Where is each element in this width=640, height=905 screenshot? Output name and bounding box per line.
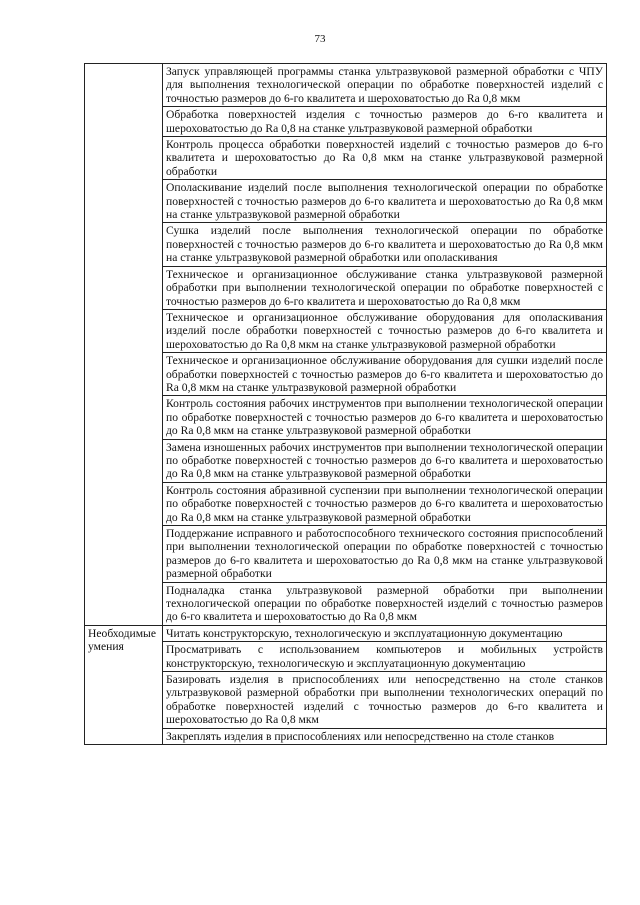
labor-action-cell: Ополаскивание изделий после выполнения технологической операции по обработке поверхностей с точностью размеров до 6-го квалитета и шероховатостью до Ra 0,8 мкм на станке ультразвуковой размерной обработки xyxy=(163,180,607,223)
skill-cell: Просматривать с использованием компьютеров и мобильных устройств конструкторскую, технологическую и эксплуатационную документацию xyxy=(163,642,607,672)
table-row xyxy=(85,107,607,137)
table-row xyxy=(85,526,607,583)
requirements-table xyxy=(84,63,607,745)
labor-actions-label-cell xyxy=(85,64,163,626)
table-row xyxy=(85,728,607,744)
labor-action-cell: Техническое и организационное обслуживание станка ультразвуковой размерной обработки при выполнении технологической операции по обработке поверхностей с точностью размеров до 6-го квалитета и шероховатостью до Ra 0,8 мкм xyxy=(163,266,607,309)
table-row xyxy=(85,180,607,223)
labor-action-cell: Запуск управляющей программы станка ультразвуковой размерной обработки с ЧПУ для выполнения технологической операции по обработке поверхностей изделий с точностью размеров до 6-го квалитета и шероховатостью до Ra 0,8 мкм xyxy=(163,64,607,107)
labor-action-cell: Подналадка станка ультразвуковой размерной обработки при выполнении технологической операции по обработке поверхностей изделий с точностью размеров до 6-го квалитета и шероховатостью до Ra 0,8 мкм xyxy=(163,582,607,625)
labor-action-cell: Контроль состояния рабочих инструментов при выполнении технологической операции по обработке поверхностей с точностью размеров до 6-го квалитета и шероховатостью до Ra 0,8 мкм на станке ультразвуковой размерной обработки xyxy=(163,396,607,439)
labor-action-cell: Обработка поверхностей изделия с точностью размеров до 6-го квалитета и шероховатостью до Ra 0,8 на станке ультразвуковой размерной обработки xyxy=(163,107,607,137)
table-row xyxy=(85,223,607,266)
table-row xyxy=(85,64,607,107)
skill-cell: Базировать изделия в приспособлениях или непосредственно на столе станков ультразвуковой размерной обработки при выполнении технологических операций по обработке поверхностей изделий с точностью размеров до 6-го квалитета и шероховатостью до Ra 0,8 мкм xyxy=(163,672,607,729)
page-number: 73 xyxy=(314,33,326,45)
skill-cell: Читать конструкторскую, технологическую и эксплуатационную документацию xyxy=(163,625,607,641)
table-row xyxy=(85,266,607,309)
table-row xyxy=(85,642,607,672)
labor-action-cell: Техническое и организационное обслуживание оборудования для сушки изделий после обработки поверхностей с точностью размеров до 6-го квалитета и шероховатостью до Ra 0,8 мкм на станке ультразвуковой размерной обработки xyxy=(163,353,607,396)
labor-action-cell: Поддержание исправного и работоспособного технического состояния приспособлений при выполнении технологической операции по обработке поверхностей с точностью размеров до 6-го квалитета и шероховатостью до Ra 0,8 мкм на станке ультразвуковой размерной обработки xyxy=(163,526,607,583)
table-row xyxy=(85,396,607,439)
skills-label-cell: Необходимые умения xyxy=(85,625,163,744)
table-row xyxy=(85,353,607,396)
labor-action-cell: Контроль состояния абразивной суспензии при выполнении технологической операции по обработке поверхностей с точностью размеров до 6-го квалитета и шероховатостью до Ra 0,8 мкм на станке ультразвуковой размерной обработки xyxy=(163,482,607,525)
table-row xyxy=(85,672,607,729)
table-row xyxy=(85,439,607,482)
table-row xyxy=(85,625,607,641)
labor-action-cell: Техническое и организационное обслуживание оборудования для ополаскивания изделий после обработки поверхностей с точностью размеров до 6-го квалитета и шероховатостью до Ra 0,8 мкм на станке ультразвуковой размерной обработки xyxy=(163,309,607,352)
labor-action-cell: Замена изношенных рабочих инструментов при выполнении технологической операции по обработке поверхностей с точностью размеров до 6-го квалитета и шероховатостью до Ra 0,8 мкм на станке ультразвуковой размерной обработки xyxy=(163,439,607,482)
labor-action-cell: Сушка изделий после выполнения технологической операции по обработке поверхностей с точностью размеров до 6-го квалитета и шероховатостью до Ra 0,8 мкм на станке ультразвуковой размерной обработки или ополаскивания xyxy=(163,223,607,266)
table-row xyxy=(85,137,607,180)
table-row xyxy=(85,582,607,625)
table-row xyxy=(85,482,607,525)
table-row xyxy=(85,309,607,352)
skill-cell: Закреплять изделия в приспособлениях или непосредственно на столе станков xyxy=(163,728,607,744)
labor-action-cell: Контроль процесса обработки поверхностей изделий с точностью размеров до 6-го квалитета и шероховатостью до Ra 0,8 мкм на станке ультразвуковой размерной обработки xyxy=(163,137,607,180)
